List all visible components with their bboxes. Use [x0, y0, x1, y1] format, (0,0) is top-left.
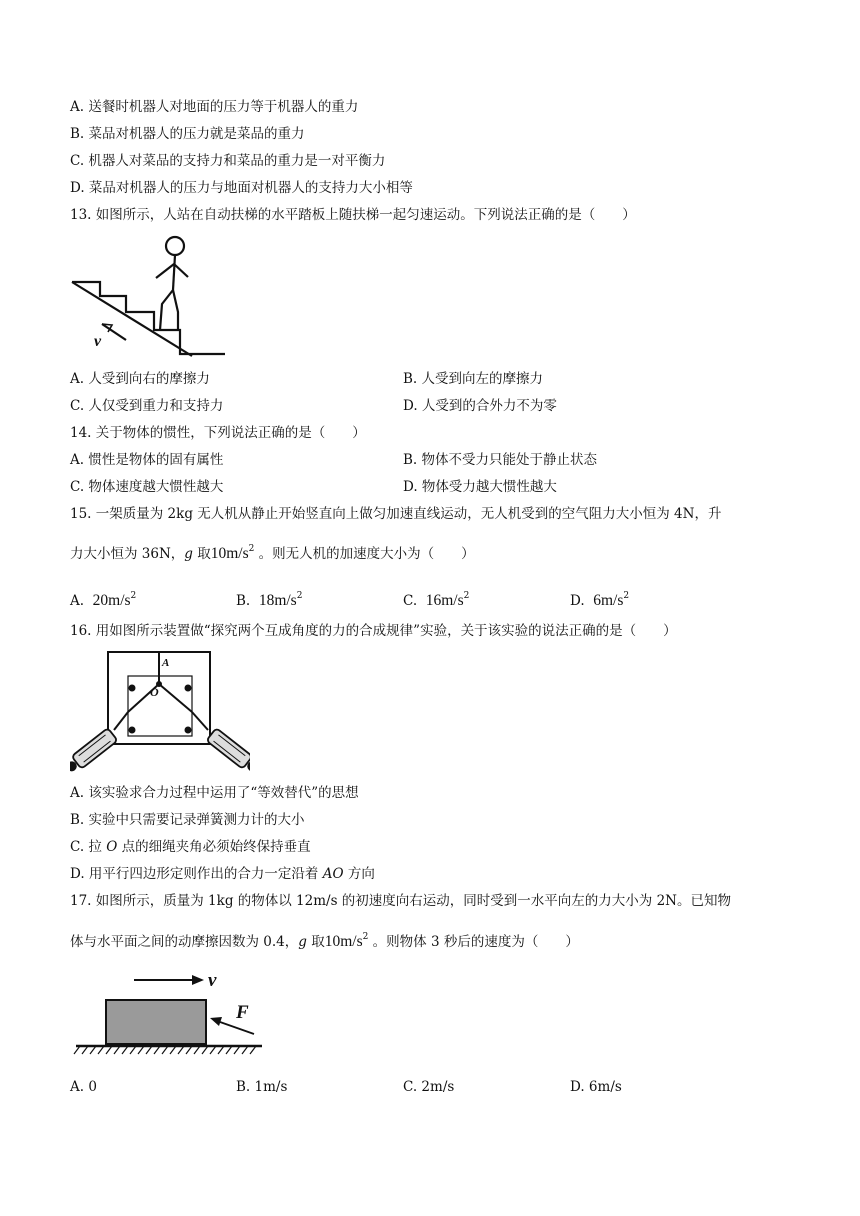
q14-stem: 14. 关于物体的惯性，下列说法正确的是（ ） — [70, 425, 366, 441]
q13-option-a: A. 人受到向右的摩擦力 — [70, 371, 210, 387]
q17-option-c: C. 2m/s — [403, 1079, 455, 1095]
escalator-velocity-label: v — [94, 333, 102, 350]
q15-option-a: A. $20m/s^2$ — [70, 591, 137, 609]
q17-stem-part-a: 体与水平面之间的动摩擦因数为 0.4， — [70, 934, 299, 950]
block-figure — [72, 962, 268, 1058]
q15-g-exponent: 2 — [248, 544, 255, 554]
q12-option-d: D. 菜品对机器人的压力与地面对机器人的支持力大小相等 — [70, 180, 413, 196]
q15-stem-line2 — [70, 540, 475, 563]
q17-option-b: B. 1m/s — [236, 1079, 288, 1095]
q15-g-value: 10m/s — [210, 545, 249, 562]
force-board-figure — [70, 648, 250, 778]
block-force-label: F — [236, 1002, 249, 1023]
q16-option-a: A. 该实验求合力过程中运用了“等效替代”的思想 — [70, 785, 359, 801]
q15-stem-line1: 15. 一架质量为 2kg 无人机从静止开始竖直向上做匀加速直线运动，无人机受到的空气阻力大小恒为 4N，升 — [70, 506, 722, 522]
q12-option-b: B. 菜品对机器人的压力就是菜品的重力 — [70, 126, 305, 142]
point-a-label: A — [162, 657, 170, 669]
q12-option-c: C. 机器人对菜品的支持力和菜品的重力是一对平衡力 — [70, 153, 386, 169]
q17-g-exponent: 2 — [362, 932, 369, 942]
q17-option-a: A. 0 — [70, 1079, 97, 1095]
escalator-figure — [70, 232, 230, 360]
q15-g-symbol: g — [184, 546, 193, 562]
q17-g-symbol: g — [298, 934, 307, 950]
q17-stem-line1: 17. 如图所示，质量为 1kg 的物体以 12m/s 的初速度向右运动，同时受到一水平向左的力大小为 2N。已知物 — [70, 893, 731, 909]
q16-option-b: B. 实验中只需要记录弹簧测力计的大小 — [70, 812, 305, 828]
q14-option-c: C. 物体速度越大惯性越大 — [70, 479, 224, 495]
q16-stem: 16. 用如图所示装置做“探究两个互成角度的力的合成规律”实验，关于该实验的说法正确的是（ ） — [70, 623, 677, 639]
block-velocity-label: v — [208, 970, 217, 991]
q17-stem-part-b: 取 — [306, 934, 325, 950]
q15-option-d: D. $6m/s^2$ — [570, 591, 630, 609]
q17-g-value: 10m/s — [324, 933, 363, 950]
q13-option-b: B. 人受到向左的摩擦力 — [403, 371, 544, 387]
q13-option-c: C. 人仅受到重力和支持力 — [70, 398, 224, 414]
q15-stem-part-b: 取 — [192, 546, 211, 562]
q16-option-d: D. 用平行四边形定则作出的合力一定沿着 AO 方向 — [70, 866, 375, 882]
q14-option-b: B. 物体不受力只能处于静止状态 — [403, 452, 598, 468]
point-o-label: O — [150, 685, 159, 699]
q15-option-c: C. $16m/s^2$ — [403, 591, 470, 609]
q14-option-d: D. 物体受力越大惯性越大 — [403, 479, 557, 495]
q15-stem-part-c: 。则无人机的加速度大小为（ ） — [254, 546, 475, 562]
q12-option-a: A. 送餐时机器人对地面的压力等于机器人的重力 — [70, 99, 359, 115]
q15-option-b: B. $18m/s^2$ — [236, 591, 303, 609]
q17-stem-part-c: 。则物体 3 秒后的速度为（ ） — [368, 934, 579, 950]
q17-stem-line2 — [70, 928, 579, 951]
q13-stem: 13. 如图所示，人站在自动扶梯的水平踏板上随扶梯一起匀速运动。下列说法正确的是（ ） — [70, 207, 636, 223]
q17-option-d: D. 6m/s — [570, 1079, 622, 1095]
q13-option-d: D. 人受到的合外力不为零 — [403, 398, 557, 414]
q15-stem-part-a: 力大小恒为 36N， — [70, 546, 185, 562]
q16-option-c: C. 拉 O 点的细绳夹角必须始终保持垂直 — [70, 839, 311, 855]
q14-option-a: A. 惯性是物体的固有属性 — [70, 452, 224, 468]
